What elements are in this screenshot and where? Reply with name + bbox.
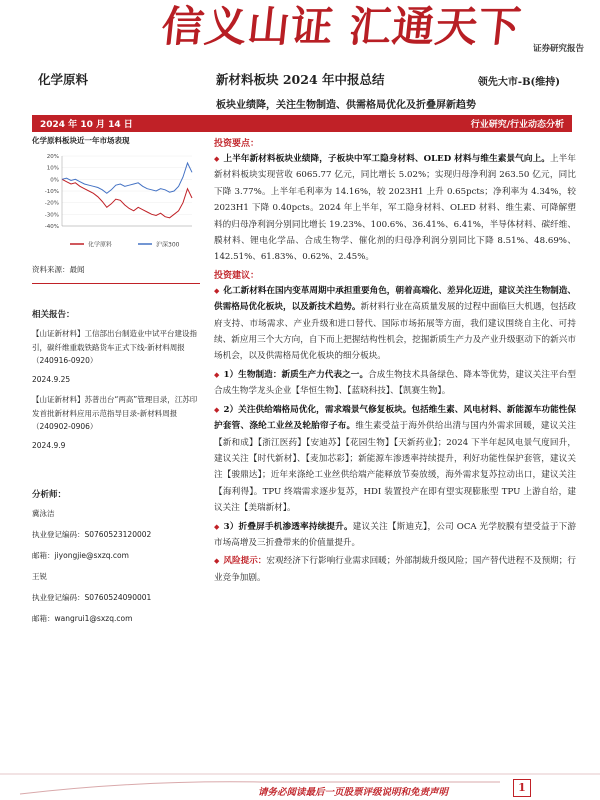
paragraph-lead: 2）关注供给端格局优化，需求端景气修复板块。包括维生素、风电材料、新能源车功能性保护套管、涤纶工业丝及轮胎帘子布。 [214, 404, 577, 432]
chart-y-tick-label: 0% [50, 177, 59, 184]
chart-legend-label: 沪深300 [156, 241, 180, 249]
paragraph-body: 维生素受益于海外供给出清与国内外需求回暖，建议关注【新和成】【浙江医药】【安迪苏】【花园生物】【天新药业】；2024 下半年起风电景气度回升，建议关注【时代新材】、【麦加芯彩】；新能源车渗透率持续提升，利好功能性保护套管，建议关注【骏鼎达】；近年来涤纶工业丝供给端产能释放节奏放缓，海外需求复苏拉动出口，建议关注【海利得】。TPU 终端需求逐步复苏，HDI 装置投产在即有望实现膨胀型 TPU 上游自给，建议关注【美瑞新材】。 [214, 421, 576, 514]
page-footer [0, 760, 600, 800]
related-reports-title: 相关报告： [32, 310, 75, 320]
chart-y-tick-label: -20% [44, 200, 59, 207]
bullet-diamond-icon: ◆ [214, 370, 220, 379]
paragraph-risk [214, 553, 576, 586]
bullet-diamond-icon: ◆ [214, 155, 220, 163]
report-date: 2024 年 10 月 14 日 [40, 120, 133, 130]
related-report-item[interactable] [32, 393, 200, 452]
chart-y-tick-label: -40% [44, 224, 59, 230]
paragraph-lead: 1）生物制造：新质生产力代表之一。 [223, 369, 369, 380]
risk-text: 宏观经济下行影响行业需求回暖；外部制裁升级风险；国产替代进程不及预期；行业竞争加剧。 [214, 556, 576, 583]
bullet-diamond-icon: ◆ [214, 522, 220, 531]
bullet-diamond-icon: ◆ [214, 286, 220, 295]
bullet-diamond-icon: ◆ [214, 405, 220, 414]
rating-label: 领先大市-B(维持) [477, 77, 560, 88]
analyst-email[interactable]: 邮箱：wangrui1@sxzq.com [32, 614, 133, 623]
chart-series-line-0 [62, 179, 192, 218]
report-type-label: 证券研究报告 [532, 44, 584, 54]
page-number: 1 [513, 779, 531, 797]
risk-label: 风险提示： [223, 556, 267, 567]
performance-chart-title: 化学原料板块近一年市场表现 [32, 136, 130, 145]
analyst-cert: 执业登记编码：S0760523120002 [32, 530, 152, 539]
investment-highlights-heading: 投资要点： [214, 139, 260, 149]
paragraph-advice [214, 283, 576, 365]
analyst-cert: 执业登记编码：S0760524090001 [32, 593, 152, 602]
investment-advice-heading: 投资建议： [214, 270, 260, 281]
chart-y-tick-label: -10% [44, 189, 59, 195]
chart-y-tick-label: 10% [46, 165, 59, 172]
left-divider [32, 283, 200, 284]
main-content [214, 136, 576, 586]
paragraph-foldable [214, 519, 576, 552]
related-report-date: 2024.9.9 [32, 440, 66, 450]
left-sidebar [32, 134, 200, 624]
paragraph-body: 上半年新材料板块实现营收 6065.77 亿元，同比增长 5.02%；实现归母净利润 263.50 亿元，同比下降 3.77%。上半年毛利率为 14.16%，较 2023H1 上升 0.65pcts；净利率为 4.34%，较 2023H1 下降 0.40pcts。2024 年上半年，军工隐身材料、OLED 材料、维生素、可降解塑料的归母净利润分别同比增长 19.23%、100.6%、36.41%、6.41%，半导体材料、碳纤维、膜材料、锂电化学品、合成生物学、催化剂的归母净利润分别同比下降 8.51%、48.69%、142.51%、61.83%、0.62%、2.45%。 [214, 154, 576, 263]
chart-source: 资料来源：最闻 [32, 265, 85, 274]
header-banner [0, 0, 600, 62]
related-report-text[interactable]: 【山证新材料】苏普出台“两高”管理目录，江苏印发首批新材料应用示范指导目录-新材料周报（240902-0906） [32, 395, 198, 431]
analyst-name: 冀泳洁 [32, 509, 55, 518]
report-category: 行业研究/行业动态分析 [470, 120, 564, 130]
paragraph-body: 建议关注【斯迪克】，公司 OCA 光学胶膜有望受益于下游市场高增及三折叠带来的价值量提升。 [214, 521, 576, 548]
analyst-email[interactable]: 邮箱：jiyongjie@sxzq.com [32, 551, 129, 560]
paragraph-lead: 上半年新材料板块业绩降，子板块中军工隐身材料、OLED 材料与维生素景气向上。 [223, 154, 550, 164]
disclaimer-notice[interactable]: 请务必阅读最后一页股票评级说明和免责声明 [258, 787, 449, 798]
report-title: 新材料板块 2024 年中报总结 [216, 72, 385, 87]
chart-y-tick-label: 20% [46, 154, 59, 160]
related-report-text[interactable]: 【山证新材料】工信部出台制造业中试平台建设指引，碳纤维重载铁路货车正式下线-新材料周报（240916-0920） [32, 329, 197, 365]
related-report-date: 2024.9.25 [32, 374, 71, 384]
chart-legend-label: 化学原料 [88, 241, 113, 249]
bullet-diamond-icon: ◆ [214, 557, 220, 566]
performance-chart-svg [32, 150, 200, 252]
paragraph-supply-demand [214, 402, 576, 517]
performance-chart [32, 150, 200, 252]
brand-slogan: 信义山证 汇通天下 [159, 2, 524, 51]
paragraph-performance [214, 151, 576, 266]
chart-y-tick-label: -30% [44, 212, 59, 219]
paragraph-body: 新材料行业在高质量发展的过程中面临巨大机遇，包括政府支持、市场需求、产业升级和进口替代、国际市场拓展等方面，我们建议围绕自主化、可持续、新应用三个大方向，自下而上把握结构性机会，挖掘新质生产力及产业升级驱动下的新兴市场机会，以及供需格局优化板块的细分板块。 [214, 302, 576, 362]
paragraph-lead: 化工新材料在国内变革周期中承担重要角色，朝着高端化、差异化迈进，建议关注生物制造、供需格局优化板块，以及新技术趋势。 [214, 285, 576, 313]
date-category-bar [32, 115, 572, 132]
related-report-item[interactable] [32, 327, 200, 386]
paragraph-biomanufacturing [214, 367, 576, 400]
paragraph-lead: 3）折叠屏手机渗透率持续提升。 [223, 521, 353, 532]
sector-name: 化学原料 [38, 72, 89, 87]
analyst-name: 王锐 [32, 572, 47, 581]
paragraph-body: 合成生物技术具备绿色、降本等优势，建议关注平台型合成生物学龙头企业【华恒生物】、【蓝晓科技】、【凯赛生物】。 [214, 369, 576, 397]
analyst-section-title: 分析师： [32, 490, 67, 500]
report-subtitle: 板块业绩降，关注生物制造、供需格局优化及折叠屏新趋势 [216, 100, 476, 111]
